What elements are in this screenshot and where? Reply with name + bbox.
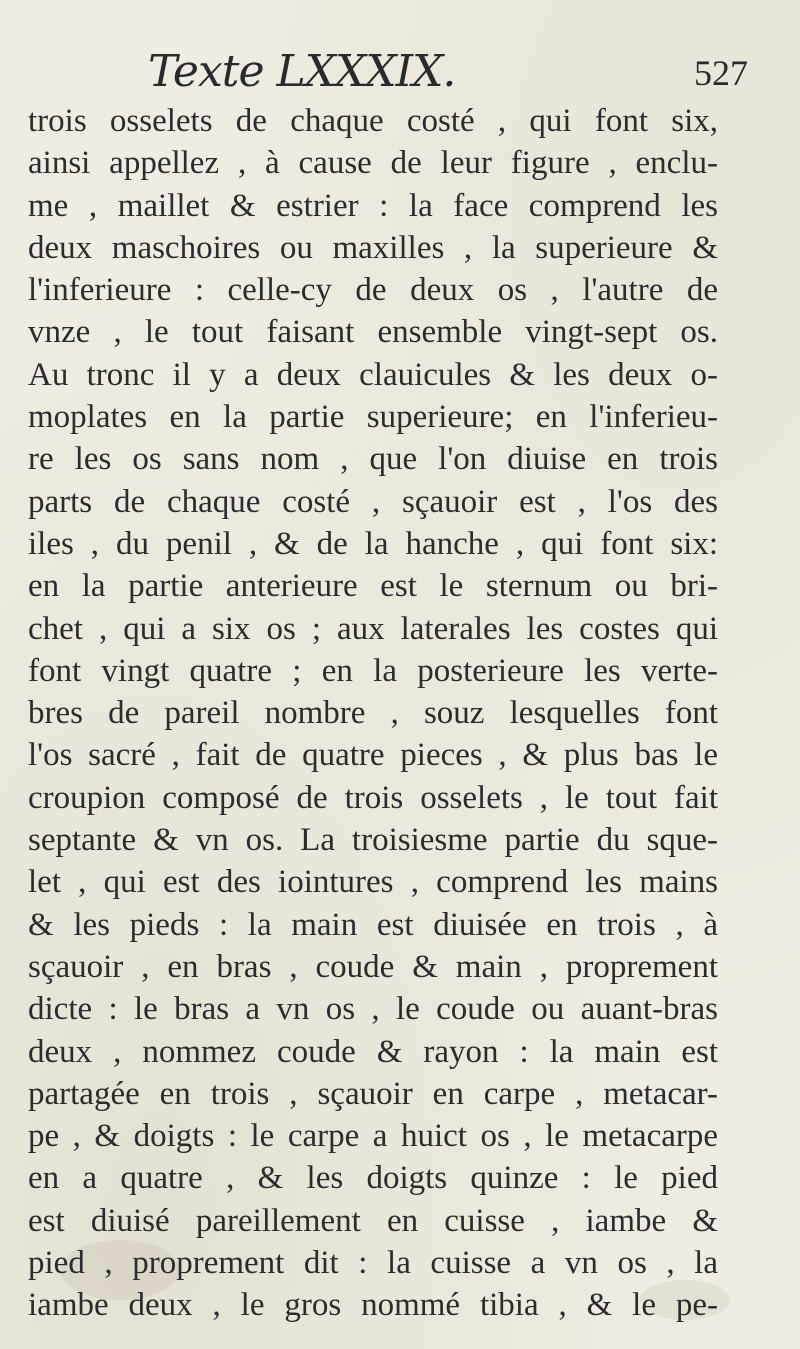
page-header (0, 40, 800, 100)
text-line: partagée en trois , sçauoir en carpe , metacar- (28, 1075, 718, 1112)
text-line: chet , qui a six os ; aux laterales les costes qui (28, 610, 718, 647)
running-title: Texte LXXXIX. (148, 46, 456, 97)
text-line: font vingt quatre ; en la posterieure les verte- (28, 652, 718, 689)
text-line: trois osselets de chaque costé , qui font six, (28, 103, 718, 139)
text-line: l'inferieure : celle-cy de deux os , l'autre de (28, 272, 718, 309)
text-line: iles , du penil , & de la hanche , qui font six: (28, 525, 718, 562)
text-line: est diuisé pareillement en cuisse , iambe & (28, 1202, 718, 1239)
text-line: me , maillet & estrier : la face comprend les (28, 187, 718, 224)
text-line: re les os sans nom , que l'on diuise en trois (28, 441, 718, 478)
text-line: bres de pareil nombre , souz lesquelles font (28, 695, 718, 732)
text-line: Au tronc il y a deux clauicules & les deux o- (28, 356, 718, 393)
text-line: vnze , le tout faisant ensemble vingt-sept os. (28, 314, 718, 351)
text-line: iambe deux , le gros nommé tibia , & le pe- (28, 1287, 718, 1324)
text-line: let , qui est des iointures , comprend les mains (28, 864, 718, 901)
body-text (28, 100, 718, 1327)
text-line: pe , & doigts : le carpe a huict os , le metacarpe (28, 1118, 718, 1155)
text-line: croupion composé de trois osselets , le tout fait (28, 779, 718, 816)
text-line: moplates en la partie superieure; en l'inferieu- (28, 399, 718, 436)
text-line: ainsi appellez , à cause de leur figure , enclu- (28, 145, 718, 182)
text-line: septante & vn os. La troisiesme partie du sque- (28, 822, 718, 859)
text-line: sçauoir , en bras , coude & main , proprement (28, 948, 718, 985)
text-line: en la partie anterieure est le sternum ou bri- (28, 568, 718, 605)
text-line: & les pieds : la main est diuisée en trois , à (28, 906, 718, 943)
page-number: 527 (694, 53, 748, 93)
text-line: pied , proprement dit : la cuisse a vn os , la (28, 1245, 718, 1282)
text-line: en a quatre , & les doigts quinze : le pied (28, 1160, 718, 1197)
text-line: deux , nommez coude & rayon : la main est (28, 1033, 718, 1070)
text-line: deux maschoires ou maxilles , la superieure & (28, 229, 718, 266)
text-line: parts de chaque costé , sçauoir est , l'os des (28, 483, 718, 520)
text-line: l'os sacré , fait de quatre pieces , & plus bas le (28, 737, 718, 774)
text-line: dicte : le bras a vn os , le coude ou auant-bras (28, 991, 718, 1028)
